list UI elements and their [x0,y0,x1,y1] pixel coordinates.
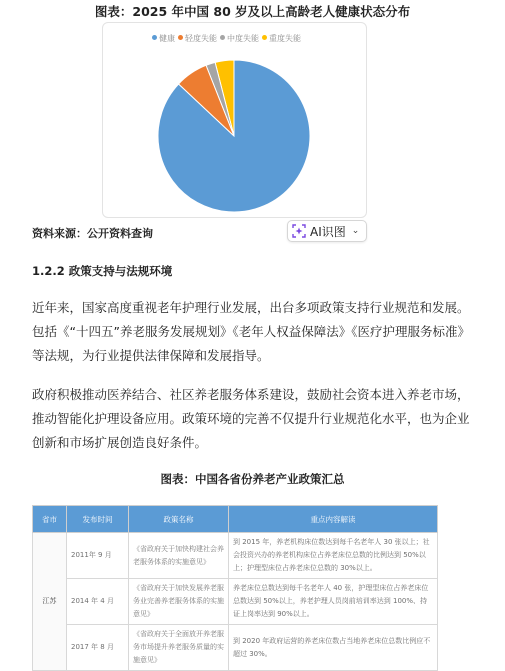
table-header-cell: 发布时间 [67,506,129,533]
section-heading: 1.2.2 政策支持与法规环境 [32,264,173,278]
chart-title: 图表：2025 年中国 80 岁及以上高龄老人健康状态分布 [94,4,411,19]
table-header-cell: 省市 [33,506,67,533]
table-header-cell: 重点内容解读 [229,506,438,533]
source-text: 资料来源：公开资料查询 [32,227,153,240]
paragraph-2: 政府积极推动医养结合、社区养老服务体系建设，鼓励社会资本进入养老市场，推动智能化护理设备应用。政策环境的完善不仅提升行业规范化水平，也为企业创新和市场扩展创造良好条件。 [32,387,470,450]
table-row [33,579,438,625]
legend-label: 中度失能 [227,34,259,43]
paragraph-1: 近年来，国家高度重视老年护理行业发展，出台多项政策支持行业规范和发展。包括《“十四五”养老服务发展规划》《老年人权益保障法》《医疗护理服务标准》等法规，为行业提供法律保障和发展指导。 [32,300,470,363]
policy-name-cell: 《省政府关于加快发展养老服务业完善养老服务体系的实施意见》 [129,579,229,625]
table-row [33,625,438,671]
date-cell: 2017 年 8 月 [67,625,129,671]
legend-label: 健康 [159,34,175,43]
chevron-down-icon: ⌄ [351,226,360,236]
table-header-row [33,506,438,533]
date-cell: 2014 年 4 月 [67,579,129,625]
table-header-cell: 政策名称 [129,506,229,533]
policy-name-cell: 《省政府关于全面放开养老服务市场提升养老服务质量的实施意见》 [129,625,229,671]
pie-chart [102,22,365,216]
province-cell: 江苏 [33,533,67,671]
table-row [33,533,438,579]
table-title: 图表：中国各省份养老产业政策汇总 [160,472,345,486]
date-cell: 2011年 9 月 [67,533,129,579]
policy-table [32,505,438,671]
content-cell: 到 2015 年，养老机构床位数达到每千名老年人 30 张以上；社会投资兴办的养老机构床位占养老床位总数的比例达到 50%以上；护理型床位占养老床位总数的 30%以上。 [229,533,438,579]
ai-scan-icon [292,224,306,238]
ai-image-recognition-button[interactable] [287,220,367,242]
content-cell: 养老床位总数达到每千名老年人 40 张，护理型床位占养老床位总数达到 50%以上，养老护理人员岗前培训率达到 100%、持证上岗率达到 90%以上。 [229,579,438,625]
ai-button-label: AI识图 [310,224,346,239]
policy-name-cell: 《省政府关于加快构建社会养老服务体系的实施意见》 [129,533,229,579]
content-cell: 到 2020 年政府运营的养老床位数占当地养老床位总数比例应不超过 30%。 [229,625,438,671]
legend-label: 轻度失能 [185,34,217,43]
legend-label: 重度失能 [269,34,301,43]
